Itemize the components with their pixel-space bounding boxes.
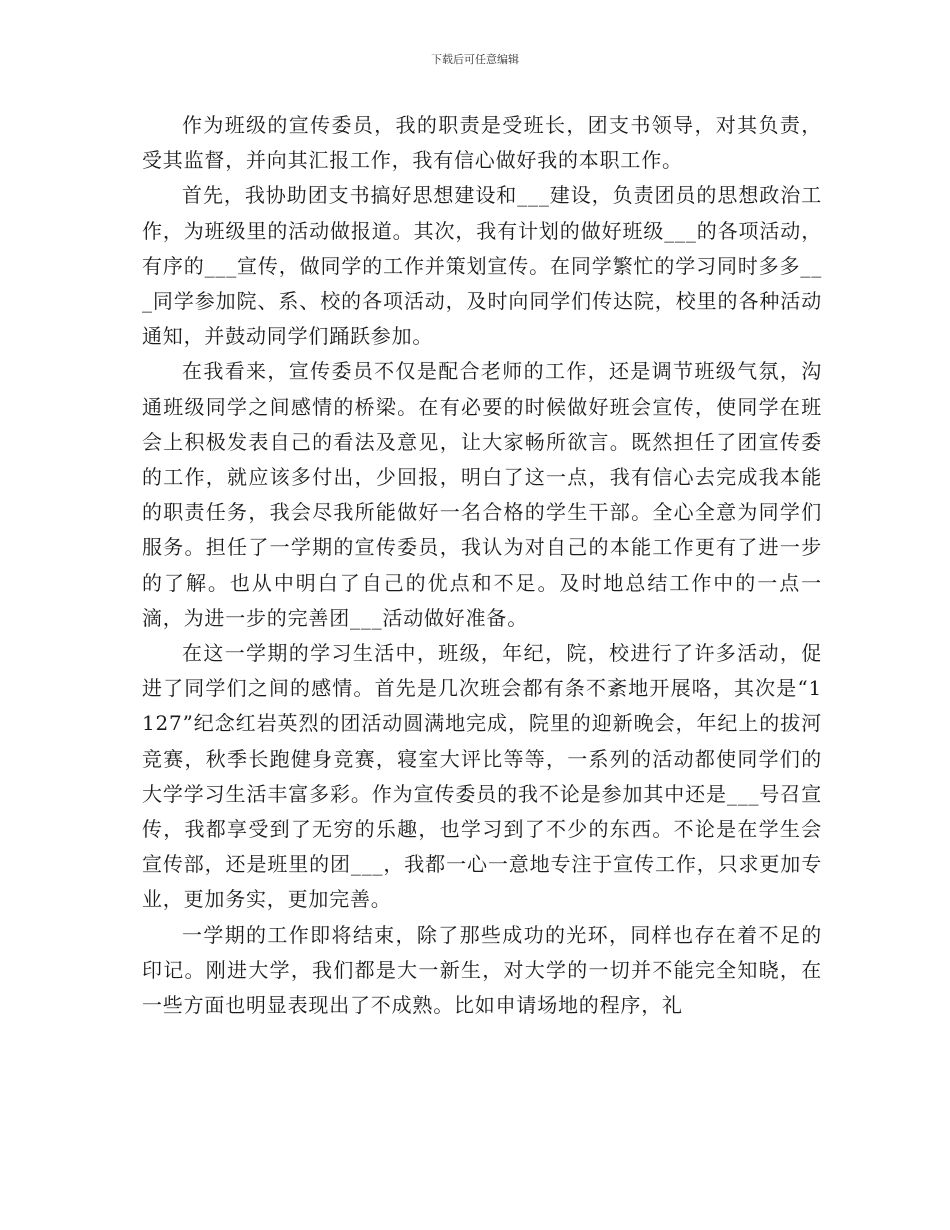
paragraph-shortcomings: 一学期的工作即将结束，除了那些成功的光环，同样也存在着不足的印记。刚进大学，我们都是大一新生，对大学的一切并不能完全知晓，在一些方面也明显表现出了不成熟。比如申请场地的程序，礼 [142,922,822,1018]
paragraph-duties: 作为班级的宣传委员，我的职责是受班长，团支书领导，对其负责，受其监督，并向其汇报工作，我有信心做好我的本职工作。 [142,113,822,173]
paragraph-role-view: 在我看来，宣传委员不仅是配合老师的工作，还是调节班级气氛，沟通班级同学之间感情的桥梁。在有必要的时候做好班会宣传，使同学在班会上积极发表自己的看法及意见，让大家畅所欲言。既然担任了团宣传委的工作，就应该多付出，少回报，明白了这一点，我有信心去完成我本能的职责任务，我会尽我所能做好一名合格的学生干部。全心全意为同学们服务。担任了一学期的宣传委员，我认为对自己的本能工作更有了进一步的了解。也从中明白了自己的优点和不足。及时地总结工作中的一点一滴，为进一步的完善团___活动做好准备。 [142,359,822,630]
page-header-note: 下载后可任意编辑 [431,53,519,66]
document-body [142,108,822,1023]
paragraph-first-tasks: 首先，我协助团支书搞好思想建设和___建设，负责团员的思想政治工作，为班级里的活动做报道。其次，我有计划的做好班级___的各项活动，有序的___宣传，做同学的工作并策划宣传。在同学繁忙的学习同时多多___同学参加院、系、校的各项活动，及时向同学们传达院，校里的各种活动通知，并鼓动同学们踊跃参加。 [142,183,822,349]
paragraph-semester-activities: 在这一学期的学习生活中，班级，年纪，院，校进行了许多活动，促进了同学们之间的感情。首先是几次班会都有条不紊地开展咯，其次是“1127”纪念红岩英烈的团活动圆满地完成，院里的迎新晚会，年纪上的拔河竞赛，秋季长跑健身竞赛，寝室大评比等等，一系列的活动都使同学们的大学学习生活丰富多彩。作为宣传委员的我不论是参加其中还是___号召宣传，我都享受到了无穷的乐趣，也学习到了不少的东西。不论是在学生会宣传部，还是班里的团___，我都一心一意地专注于宣传工作，只求更加专业，更加务实，更加完善。 [142,641,822,912]
